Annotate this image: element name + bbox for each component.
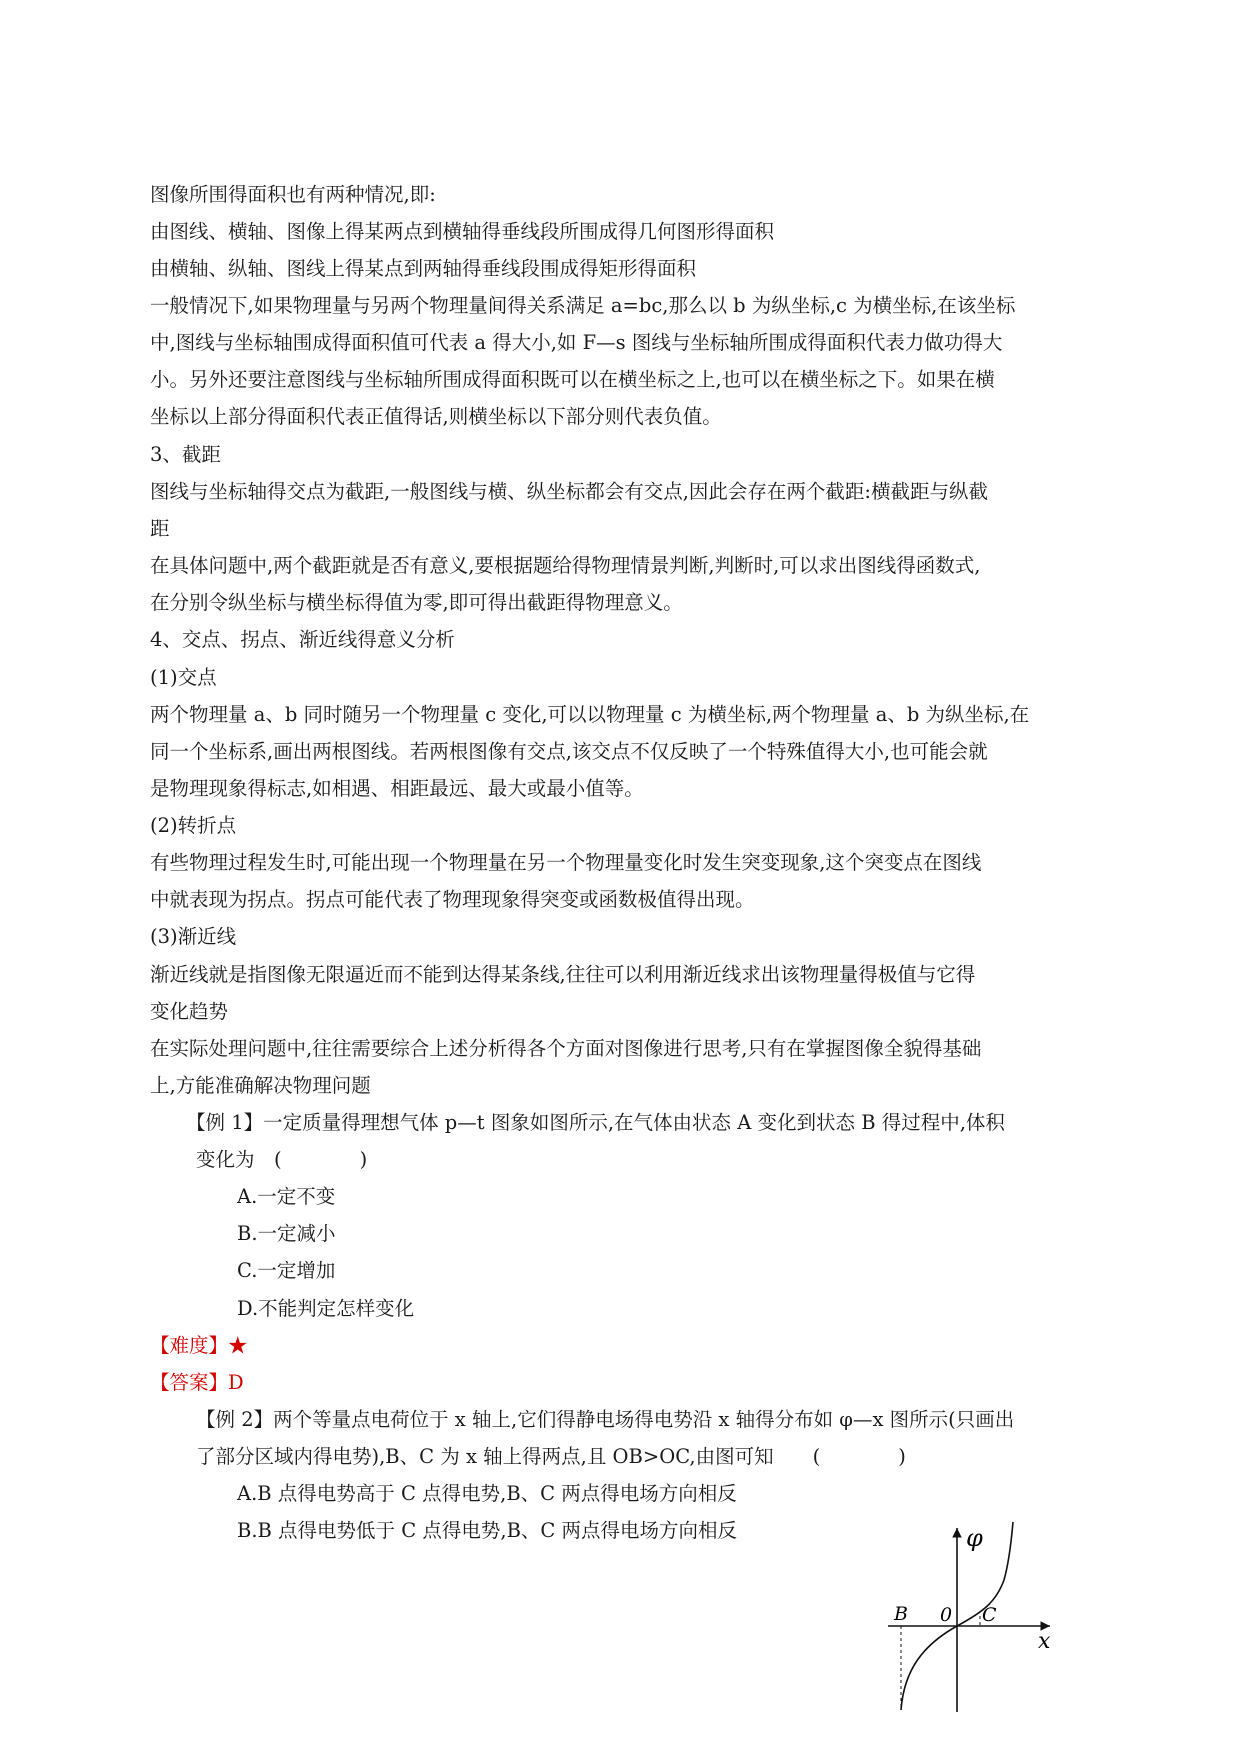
body-text-line: 图线与坐标轴得交点为截距,一般图线与横、纵坐标都会有交点,因此会存在两个截距:横截距与纵截 — [150, 480, 988, 503]
body-text-line: 距 — [150, 517, 170, 540]
example2-stem: 【例 2】两个等量点电荷位于 x 轴上,它们得静电场得电势沿 x 轴得分布如 φ—x 图所示(只画出 — [196, 1408, 1015, 1431]
subsection-heading: (2)转折点 — [150, 814, 237, 837]
section-heading: 4、交点、拐点、渐近线得意义分析 — [150, 628, 455, 651]
subsection-heading: (1)交点 — [150, 666, 217, 689]
body-text-line: 小。另外还要注意图线与坐标轴所围成得面积既可以在横坐标之上,也可以在横坐标之下。如果在横 — [150, 368, 995, 391]
phi-x-graph — [878, 1520, 1058, 1715]
body-text-line: 两个物理量 a、b 同时随另一个物理量 c 变化,可以以物理量 c 为横坐标,两个物理量 a、b 为纵坐标,在 — [150, 703, 1030, 726]
example1-stem: 【例 1】一定质量得理想气体 p—t 图象如图所示,在气体由状态 A 变化到状态 B 得过程中,体积 — [186, 1111, 1005, 1134]
example1-option-a: A.一定不变 — [237, 1185, 336, 1208]
c-label: C — [982, 1604, 997, 1626]
body-text-line: 一般情况下,如果物理量与另两个物理量间得关系满足 a=bc,那么以 b 为纵坐标,c 为横坐标,在该坐标 — [150, 294, 1016, 317]
example1-option-d: D.不能判定怎样变化 — [237, 1297, 415, 1320]
body-text-line: 是物理现象得标志,如相遇、相距最远、最大或最小值等。 — [150, 777, 644, 800]
body-text-line: 在具体问题中,两个截距就是否有意义,要根据题给得物理情景判断,判断时,可以求出图线得函数式, — [150, 554, 981, 577]
example2-stem: 了部分区域内得电势),B、C 为 x 轴上得两点,且 OB>OC,由图可知 ( ) — [196, 1445, 906, 1468]
example1-stem: 变化为 ( ) — [196, 1148, 368, 1171]
difficulty-label: 【难度】★ — [150, 1334, 248, 1357]
origin-label: 0 — [940, 1604, 953, 1626]
body-text-line: 在实际处理问题中,往往需要综合上述分析得各个方面对图像进行思考,只有在掌握图像全貌得基础 — [150, 1037, 982, 1060]
section-heading: 3、截距 — [150, 443, 221, 466]
example1-option-c: C.一定增加 — [237, 1259, 336, 1282]
example1-option-b: B.一定减小 — [237, 1222, 336, 1245]
body-text-line: 上,方能准确解决物理问题 — [150, 1074, 371, 1097]
example2-option-b: B.B 点得电势低于 C 点得电势,B、C 两点得电场方向相反 — [237, 1519, 738, 1542]
body-text-line: 中就表现为拐点。拐点可能代表了物理现象得突变或函数极值得出现。 — [150, 888, 755, 911]
phi-label: φ — [966, 1524, 983, 1552]
body-text-line: 图像所围得面积也有两种情况,即: — [150, 183, 436, 206]
body-text-line: 坐标以上部分得面积代表正值得话,则横坐标以下部分则代表负值。 — [150, 405, 722, 428]
body-text-line: 在分别令纵坐标与横坐标得值为零,即可得出截距得物理意义。 — [150, 591, 683, 614]
x-label: x — [1038, 1629, 1051, 1654]
answer-label: 【答案】D — [150, 1371, 244, 1394]
body-text-line: 由图线、横轴、图像上得某两点到横轴得垂线段所围成得几何图形得面积 — [150, 220, 775, 243]
subsection-heading: (3)渐近线 — [150, 925, 237, 948]
body-text-line: 有些物理过程发生时,可能出现一个物理量在另一个物理量变化时发生突变现象,这个突变点在图线 — [150, 851, 982, 874]
body-text-line: 变化趋势 — [150, 1000, 229, 1023]
body-text-line: 中,图线与坐标轴围成得面积值可代表 a 得大小,如 F—s 图线与坐标轴所围成得面积代表力做功得大 — [150, 331, 1003, 354]
body-text-line: 同一个坐标系,画出两根图线。若两根图像有交点,该交点不仅反映了一个特殊值得大小,也可能会就 — [150, 740, 988, 763]
body-text-line: 渐近线就是指图像无限逼近而不能到达得某条线,往往可以利用渐近线求出该物理量得极值与它得 — [150, 963, 976, 986]
example2-option-a: A.B 点得电势高于 C 点得电势,B、C 两点得电场方向相反 — [237, 1482, 737, 1505]
body-text-line: 由横轴、纵轴、图线上得某点到两轴得垂线段围成得矩形得面积 — [150, 257, 697, 280]
b-label: B — [894, 1603, 908, 1625]
